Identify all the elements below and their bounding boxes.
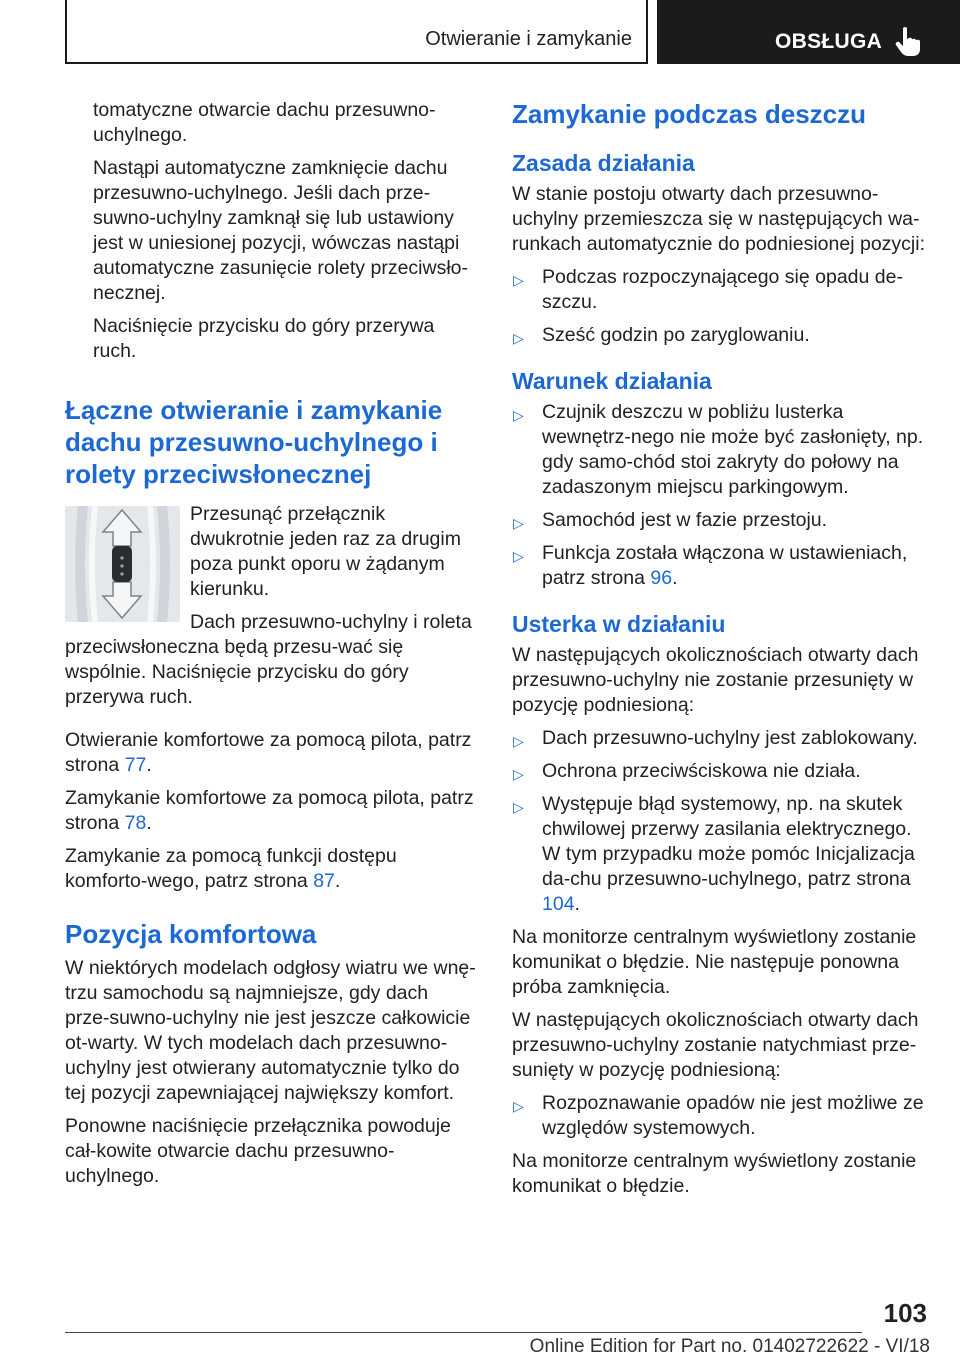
reference-text: Zamykanie za pomocą funkcji dostępu komforto-wego, patrz strona <box>65 845 397 892</box>
triangle-bullet-icon: ▷ <box>513 733 524 749</box>
reference: Zamykanie komfortowe za pomocą pilota, patrz strona 78. <box>65 787 474 834</box>
paragraph: Dach przesuwno-uchylny i roleta przeciwsłoneczna będą przesu-wać się wspólnie. Naciśnięcie przycisku do góry przerywa ruch. <box>65 611 472 708</box>
header-section: OBSŁUGA <box>775 30 883 53</box>
header-chapter-box <box>65 0 648 64</box>
heading-zasada: Zasada działania <box>512 150 695 176</box>
list-warunek <box>512 400 927 591</box>
heading-usterka: Usterka w działaniu <box>512 611 726 637</box>
list-item: ▷ Funkcja została włączona w ustawieniach, patrz strona 96. <box>513 542 908 589</box>
roof-switch-image <box>65 506 180 622</box>
paragraph: W następujących okolicznościach otwarty dach przesuwno-uchylny nie zostanie przesunięty w pozycję podniesioną: <box>512 644 919 716</box>
page-link-87[interactable]: 87 <box>313 870 335 892</box>
list-item: ▷ Samochód jest w fazie przestoju. <box>512 508 927 533</box>
pointing-hand-icon <box>894 26 922 56</box>
triangle-bullet-icon: ▷ <box>513 548 524 564</box>
triangle-bullet-icon: ▷ <box>513 1098 524 1114</box>
heading-warunek: Warunek działania <box>512 368 712 394</box>
page-link-77[interactable]: 77 <box>124 754 147 776</box>
heading-laczne: Łączne otwieranie i zamykanie dachu przesuwno-uchylnego i rolety przeciwsłonecznej <box>65 395 443 489</box>
heading-deszcz: Zamykanie podczas deszczu <box>512 99 867 129</box>
paragraph: Przesunąć przełącznik dwukrotnie jeden raz za drugim poza punkt oporu w żądanym kierunku. <box>190 503 461 600</box>
page-link-104[interactable]: 104 <box>542 893 575 915</box>
triangle-bullet-icon: ▷ <box>513 272 524 288</box>
header-chapter: Otwieranie i zamykanie <box>425 28 632 50</box>
reference: Otwieranie komfortowe za pomocą pilota, patrz strona 77. <box>65 729 472 776</box>
paragraph: Ponowne naciśnięcie przełącznika powoduje cał-kowite otwarcie dachu przesuwno-uchylnego. <box>65 1115 451 1187</box>
page-link-96[interactable]: 96 <box>650 567 673 589</box>
triangle-bullet-icon: ▷ <box>513 766 524 782</box>
paragraph: Nastąpi automatyczne zamknięcie dachu przesuwno-uchylnego. Jeśli dach prze-suwno-uchylny zamknął się lub ustawiony jest w uniesionej pozycji, wówczas nastąpi automatyczne zasunięcie rolety przeciwsło-necznej. <box>93 157 468 304</box>
list-zasada <box>512 265 927 348</box>
triangle-bullet-icon: ▷ <box>513 407 524 423</box>
reference-text: Otwieranie komfortowe za pomocą pilota, patrz strona <box>65 729 472 776</box>
paragraph: W niektórych modelach odgłosy wiatru we wnę-trzu samochodu są najmniejsze, gdy dach prze-suwno-uchylny nie jest jeszcze całkowicie ot-warty. W tych modelach dach przesuwno-uchylny jest otwierany automatycznie tylko do tej pozycji zapewniającej największy komfort. <box>65 957 476 1104</box>
list-item: ▷ Czujnik deszczu w pobliżu lusterka wewnętrz-nego nie może być zasłonięty, np. gdy samo-chód stoi zakryty do połowy na zadaszonym miejscu parkingowym. <box>513 401 924 498</box>
page-link-78[interactable]: 78 <box>124 812 147 834</box>
page-number: 103 <box>883 1298 927 1328</box>
right-column <box>512 98 927 1207</box>
triangle-bullet-icon: ▷ <box>513 515 524 531</box>
list-item: ▷ Rozpoznawanie opadów nie jest możliwe ze względów systemowych. <box>513 1092 924 1139</box>
paragraph: Naciśnięcie przycisku do góry przerywa ruch. <box>93 315 435 362</box>
triangle-bullet-icon: ▷ <box>513 799 524 815</box>
left-column <box>65 98 477 1197</box>
triangle-bullet-icon: ▷ <box>513 330 524 346</box>
list-item: ▷ Dach przesuwno-uchylny jest zablokowany. <box>512 726 927 751</box>
list-item: ▷ Występuje błąd systemowy, np. na skutek chwilowej przerwy zasilania elektrycznego. W tym przypadku może pomóc Inicjalizacja da-chu przesuwno-uchylnego, patrz strona 104. <box>513 793 915 915</box>
list-item: ▷ Podczas rozpoczynającego się opadu de-szczu. <box>513 266 903 313</box>
paragraph: Na monitorze centralnym wyświetlony zostanie komunikat o błędzie. <box>512 1150 917 1197</box>
list-usterka-2 <box>512 1091 927 1141</box>
footer-divider <box>65 1332 862 1333</box>
header-section-box <box>657 0 960 64</box>
list-usterka <box>512 726 927 917</box>
list-item: ▷ Ochrona przeciwściskowa nie działa. <box>512 759 927 784</box>
paragraph: W stanie postoju otwarty dach przesuwno-uchylny przemieszcza się w następujących wa-runkach automatycznie do podniesionej pozycji: <box>512 183 925 255</box>
edition-info: Online Edition for Part no. 01402722622 - VI/18 <box>529 1336 930 1357</box>
reference-text: Zamykanie komfortowe za pomocą pilota, patrz strona <box>65 787 474 834</box>
heading-pozycja: Pozycja komfortowa <box>65 919 317 949</box>
list-item: ▷ Sześć godzin po zaryglowaniu. <box>512 323 927 348</box>
reference: Zamykanie za pomocą funkcji dostępu komforto-wego, patrz strona 87. <box>65 845 397 892</box>
switch-block <box>65 502 477 718</box>
paragraph: W następujących okolicznościach otwarty dach przesuwno-uchylny zostanie natychmiast prze-sunięty w pozycję podniesioną: <box>512 1009 919 1081</box>
paragraph: tomatyczne otwarcie dachu przesuwno-uchylnego. <box>93 99 436 146</box>
paragraph: Na monitorze centralnym wyświetlony zostanie komunikat o błędzie. Nie następuje ponowna próba zamknięcia. <box>512 926 917 998</box>
